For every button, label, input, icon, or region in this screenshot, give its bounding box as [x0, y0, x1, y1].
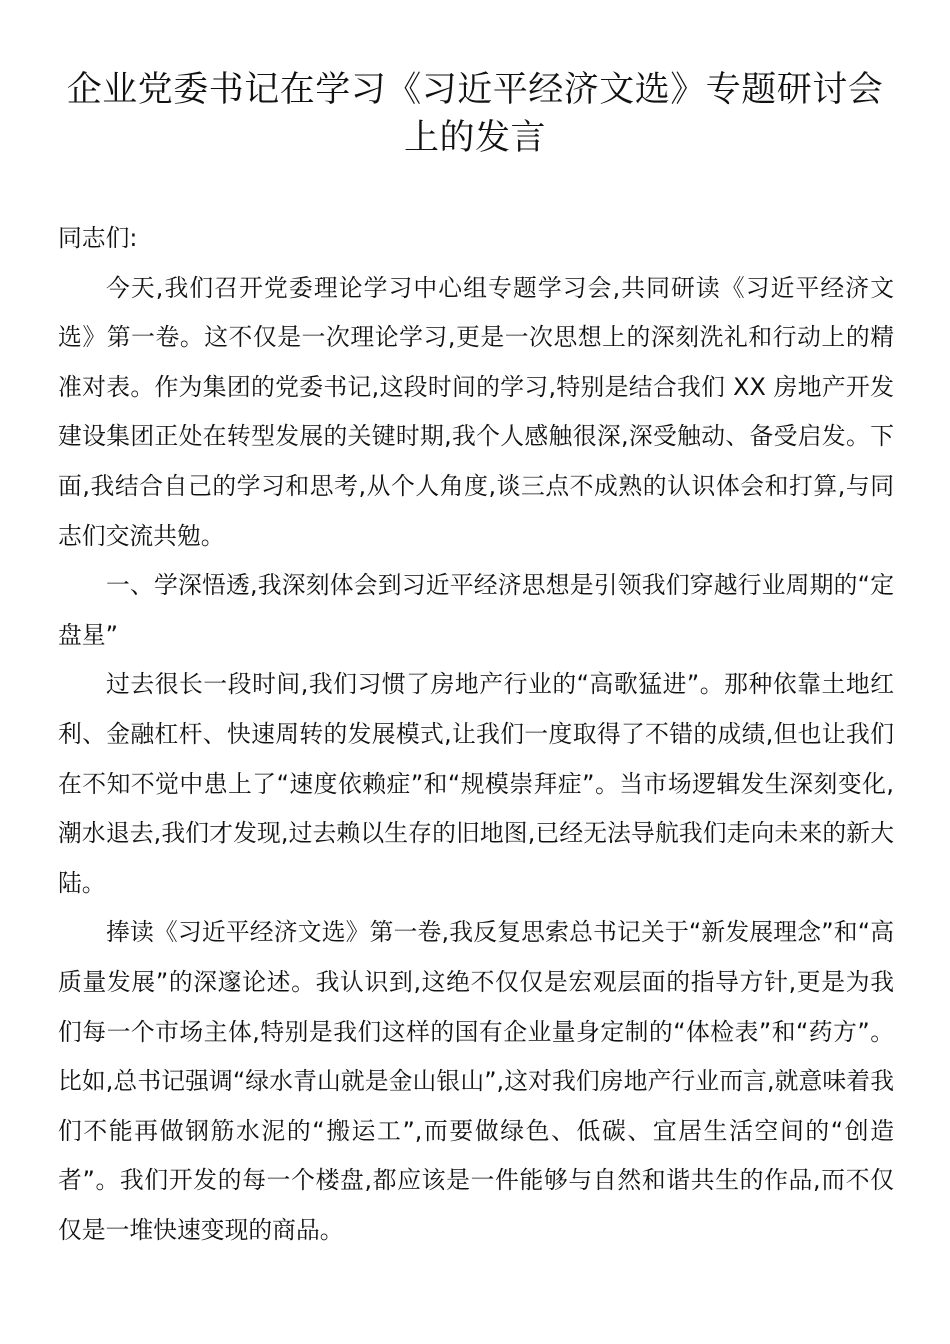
- salutation: 同志们:: [58, 224, 138, 252]
- paragraph-reading-reflection: 捧读《习近平经济文选》第一卷,我反复思索总书记关于“新发展理念”和“高质量发展”的深邃论述。我认识到,这绝不仅仅是宏观层面的指导方针,更是为我们每一个市场主体,特别是我们这样的国有企业量身定制的“体检表”和“药方”。比如,总书记强调“绿水青山就是金山银山”,这对我们房地产行业而言,就意味着我们不能再做钢筋水泥的“搬运工”,而要做绿色、低碳、宜居生活空间的“创造者”。我们开发的每一个楼盘,都应该是一件能够与自然和谐共生的作品,而不仅仅是一堆快速变现的商品。: [58, 918, 894, 1244]
- paragraph-intro: 今天,我们召开党委理论学习中心组专题学习会,共同研读《习近平经济文选》第一卷。这不仅是一次理论学习,更是一次思想上的深刻洗礼和行动上的精准对表。作为集团的党委书记,这段时间的学习,特别是结合我们 XX 房地产开发建设集团正处在转型发展的关键时期,我个人感触很深,深受触动、备受启发。下面,我结合自己的学习和思考,从个人角度,谈三点不成熟的认识体会和打算,与同志们交流共勉。: [58, 273, 894, 550]
- document-body: [58, 214, 894, 1255]
- document-title: 企业党委书记在学习《习近平经济文选》专题研讨会上的发言: [66, 70, 884, 158]
- paragraph-past-development: 过去很长一段时间,我们习惯了房地产行业的“高歌猛进”。那种依靠土地红利、金融杠杆、快速周转的发展模式,让我们一度取得了不错的成绩,但也让我们在不知不觉中患上了“速度依赖症”和“规模崇拜症”。当市场逻辑发生深刻变化,潮水退去,我们才发现,过去赖以生存的旧地图,已经无法导航我们走向未来的新大陆。: [58, 670, 894, 897]
- section-heading-1: 一、学深悟透,我深刻体会到习近平经济思想是引领我们穿越行业周期的“定盘星”: [58, 571, 894, 649]
